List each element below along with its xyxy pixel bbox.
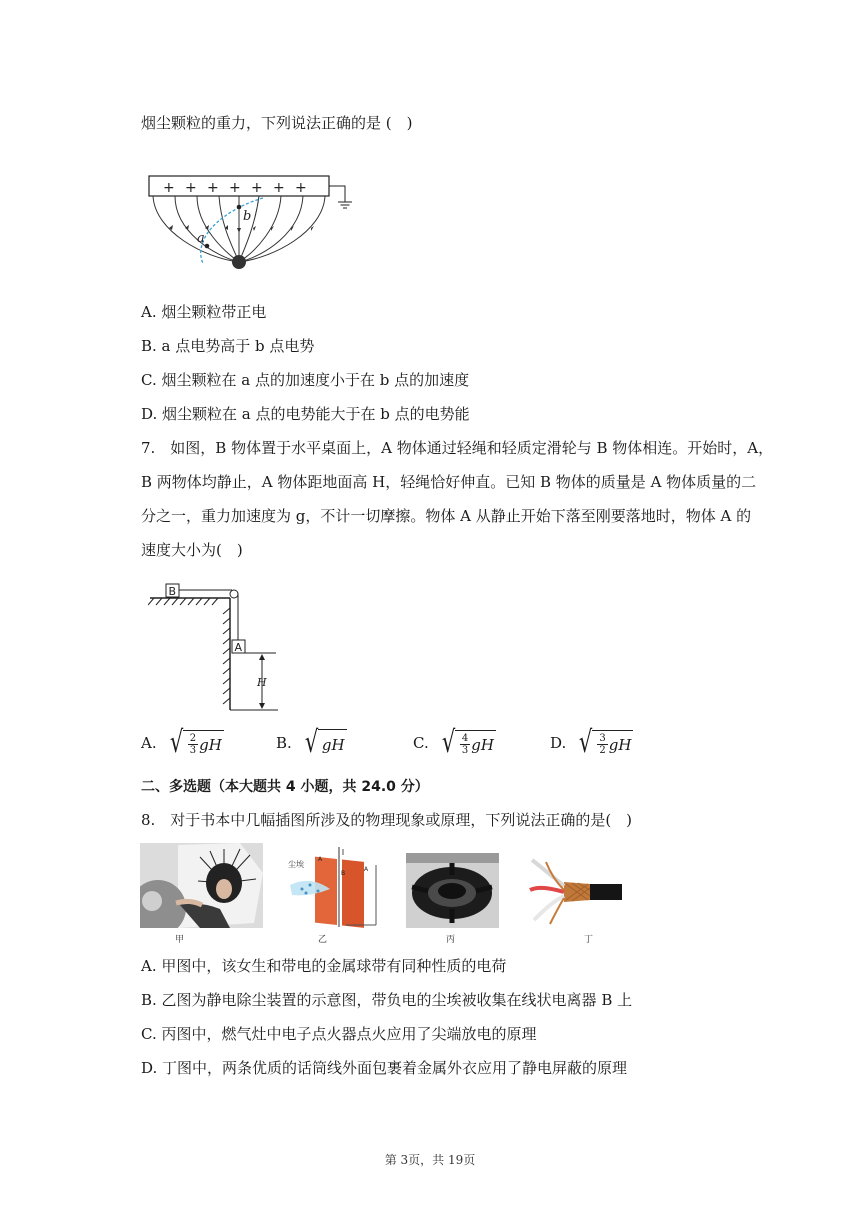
q8-option-a: A. 甲图中，该女生和带电的金属球带有同种性质的电荷 — [141, 957, 507, 975]
caption-ding: 丁 — [584, 935, 594, 945]
svg-text:+: + — [273, 180, 285, 196]
q7-option-d: D. √ $\frac{3}{2}$ gH — [550, 725, 632, 760]
q7-option-a-letter: A. — [141, 734, 157, 752]
q6-option-a: A. 烟尘颗粒带正电 — [141, 303, 267, 321]
q6-option-b: B. a 点电势高于 b 点电势 — [141, 337, 315, 355]
figure-yi-diagram — [280, 845, 388, 930]
svg-text:+: + — [163, 180, 175, 196]
q7-option-c-letter: C. — [413, 734, 429, 752]
q7-option-a-gh: gH — [199, 735, 222, 754]
caption-jia: 甲 — [175, 935, 185, 945]
point-b-label: b — [243, 209, 252, 224]
q7-option-c-den: 3 — [461, 745, 469, 756]
point-a-label: a — [197, 231, 205, 246]
q7-stem-line3: 分之一，重力加速度为 g，不计一切摩擦。物体 A 从静止开始下落至刚要落地时，物体 A 的 — [141, 507, 752, 525]
q7-option-c-gh: gH — [471, 735, 494, 754]
q6-stem-tail: 烟尘颗粒的重力，下列说法正确的是 ( ) — [141, 114, 413, 132]
height-h-label: H — [257, 676, 267, 689]
section2-title: 二、多选题（本大题共 4 小题，共 24.0 分） — [141, 779, 429, 795]
q7-option-b: B. √ gH — [276, 725, 345, 760]
block-a-label: A — [234, 641, 243, 654]
svg-text:+: + — [229, 180, 241, 196]
q8-stem: 8. 对于书本中几幅插图所涉及的物理现象或原理，下列说法正确的是( ) — [141, 811, 633, 829]
figure-jia-photo — [140, 843, 263, 928]
q7-option-a-den: 3 — [189, 745, 197, 756]
svg-text:+: + — [185, 180, 197, 196]
figure-ding-photo — [528, 856, 622, 926]
caption-bing: 丙 — [446, 935, 456, 945]
q7-option-d-num: 3 — [599, 733, 606, 744]
q7-option-d-gh: gH — [608, 735, 632, 754]
q7-option-c: C. √ $\frac{4}{3}$ gH — [413, 725, 494, 760]
q7-option-a-num: 2 — [189, 733, 197, 744]
q6-option-c: C. 烟尘颗粒在 a 点的加速度小于在 b 点的加速度 — [141, 371, 470, 389]
q7-option-c-num: 4 — [461, 733, 469, 744]
q6-option-d: D. 烟尘颗粒在 a 点的电势能大于在 b 点的电势能 — [141, 405, 470, 423]
q8-option-b: B. 乙图为静电除尘装置的示意图，带负电的尘埃被收集在线状电离器 B 上 — [141, 991, 633, 1009]
dust-label: 尘埃 — [288, 860, 304, 869]
q8-option-d: D. 丁图中，两条优质的话筒线外面包裹着金属外衣应用了静电屏蔽的原理 — [141, 1059, 628, 1077]
plate-label-a1: A — [318, 856, 323, 863]
svg-text:+: + — [207, 180, 219, 196]
svg-text:+: + — [295, 180, 307, 196]
page-footer: 第 3页，共 19页 — [384, 1153, 476, 1167]
q8-option-c: C. 丙图中，燃气灶中电子点火器点火应用了尖端放电的原理 — [141, 1025, 537, 1043]
q7-option-d-letter: D. — [550, 734, 567, 752]
block-b-label: B — [168, 585, 177, 598]
plate-label-a2: A — [364, 866, 369, 873]
caption-yi: 乙 — [318, 935, 328, 945]
wire-label-b: B — [341, 870, 346, 877]
q7-stem-line2: B 两物体均静止，A 物体距地面高 H，轻绳恰好伸直。已知 B 物体的质量是 A 物体质量的二 — [141, 473, 757, 491]
q7-pulley-figure — [148, 578, 283, 718]
figure-bing-photo — [406, 853, 499, 928]
q7-stem-line1: 7. 如图，B 物体置于水平桌面上，A 物体通过轻绳和轻质定滑轮与 B 物体相连。开始时，A， — [141, 439, 774, 457]
q6-field-figure — [145, 172, 360, 272]
q7-option-a: A. √ $\frac{2}{3}$ gH — [141, 725, 222, 760]
q7-option-b-gh: gH — [321, 735, 345, 754]
svg-text:+: + — [251, 180, 263, 196]
q7-option-d-den: 2 — [599, 745, 606, 756]
q7-option-b-letter: B. — [276, 734, 292, 752]
q7-stem-line4: 速度大小为( ) — [141, 541, 243, 559]
